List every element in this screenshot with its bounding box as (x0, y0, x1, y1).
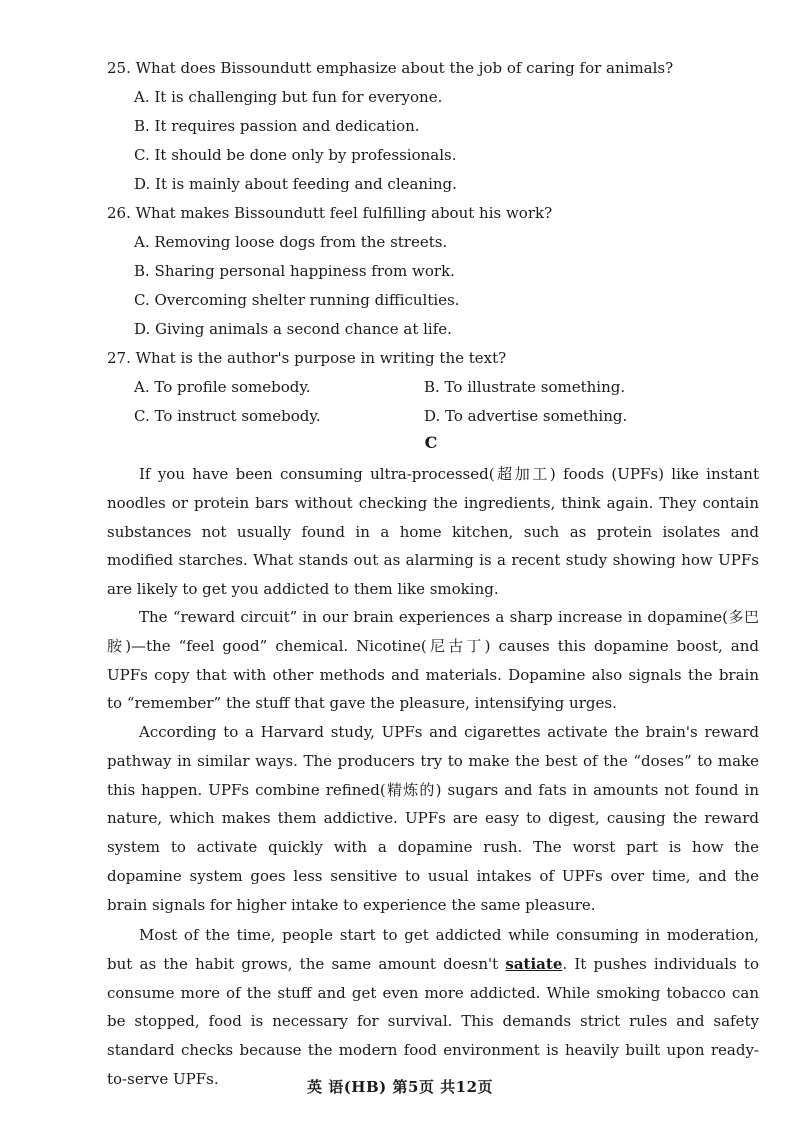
passage-paragraph-1: If you have been consuming ultra-processed(超加工) foods (UPFs) like instant noodles or protein bars without checking the ingredients, think again. They contain substances not usually found in a home kitchen, such as protein isolates and modified starches. What stands out as alarming is a recent study showing how UPFs are likely to get you addicted to them like smoking. (107, 465, 759, 599)
question-26-option-b: B. Sharing personal happiness from work. (134, 262, 455, 280)
paragraph-4-text-before: Most of the time, people start to get addicted while consuming in moderation, but as the habit grows, the same amount doesn't (107, 926, 759, 973)
question-27-option-a: A. To profile somebody. (134, 378, 311, 396)
question-27-option-d: D. To advertise something. (424, 407, 628, 425)
question-27-option-b: B. To illustrate something. (424, 378, 626, 396)
paragraph-4-text-after: . It pushes individuals to consume more of the stuff and get even more addicted. While smoking tobacco can be stopped, food is necessary for survival. This demands strict rules and safety standard checks because the modern food environment is heavily built upon ready-to-serve UPFs. (107, 954, 759, 1088)
question-26-option-d: D. Giving animals a second chance at life. (134, 320, 452, 338)
question-27-stem: 27. What is the author's purpose in writing the text? (107, 349, 507, 367)
question-26-option-c: C. Overcoming shelter running difficulties. (134, 291, 460, 309)
question-25-option-b: B. It requires passion and dedication. (134, 117, 420, 135)
question-25-option-c: C. It should be done only by professionals. (134, 146, 457, 164)
question-25-stem: 25. What does Bissoundutt emphasize about the job of caring for animals? (107, 59, 674, 77)
passage-paragraph-4 (107, 921, 759, 1094)
passage-paragraph-3: According to a Harvard study, UPFs and cigarettes activate the brain's reward pathway in similar ways. The producers try to make the best of the “doses” to make this happen. UPFs combine refined(精炼的) sugars and fats in amounts not found in nature, which makes them addictive. UPFs are easy to digest, causing the reward system to activate quickly with a dopamine rush. The worst part is how the dopamine system goes less sensitive to usual intakes of UPFs over time, and the brain signals for higher intake to experience the same pleasure. (107, 723, 759, 914)
passage-paragraph-2: The “reward circuit” in our brain experiences a sharp increase in dopamine(多巴胺)—the “feel good” chemical. Nicotine(尼古丁) causes this dopamine boost, and UPFs copy that with other methods and materials. Dopamine also signals the brain to “remember” the stuff that gave the pleasure, intensifying urges. (107, 608, 759, 713)
question-27-option-c: C. To instruct somebody. (134, 407, 321, 425)
question-25-option-d: D. It is mainly about feeding and cleaning. (134, 175, 457, 193)
question-26-stem: 26. What makes Bissoundutt feel fulfilling about his work? (107, 204, 553, 222)
underlined-word-satiate: satiate (505, 954, 563, 973)
question-26-option-a: A. Removing loose dogs from the streets. (134, 233, 448, 251)
section-label: C (424, 433, 438, 452)
question-25-option-a: A. It is challenging but fun for everyone. (134, 88, 443, 106)
page-footer: 英 语(HB) 第5页 共12页 (306, 1078, 494, 1096)
